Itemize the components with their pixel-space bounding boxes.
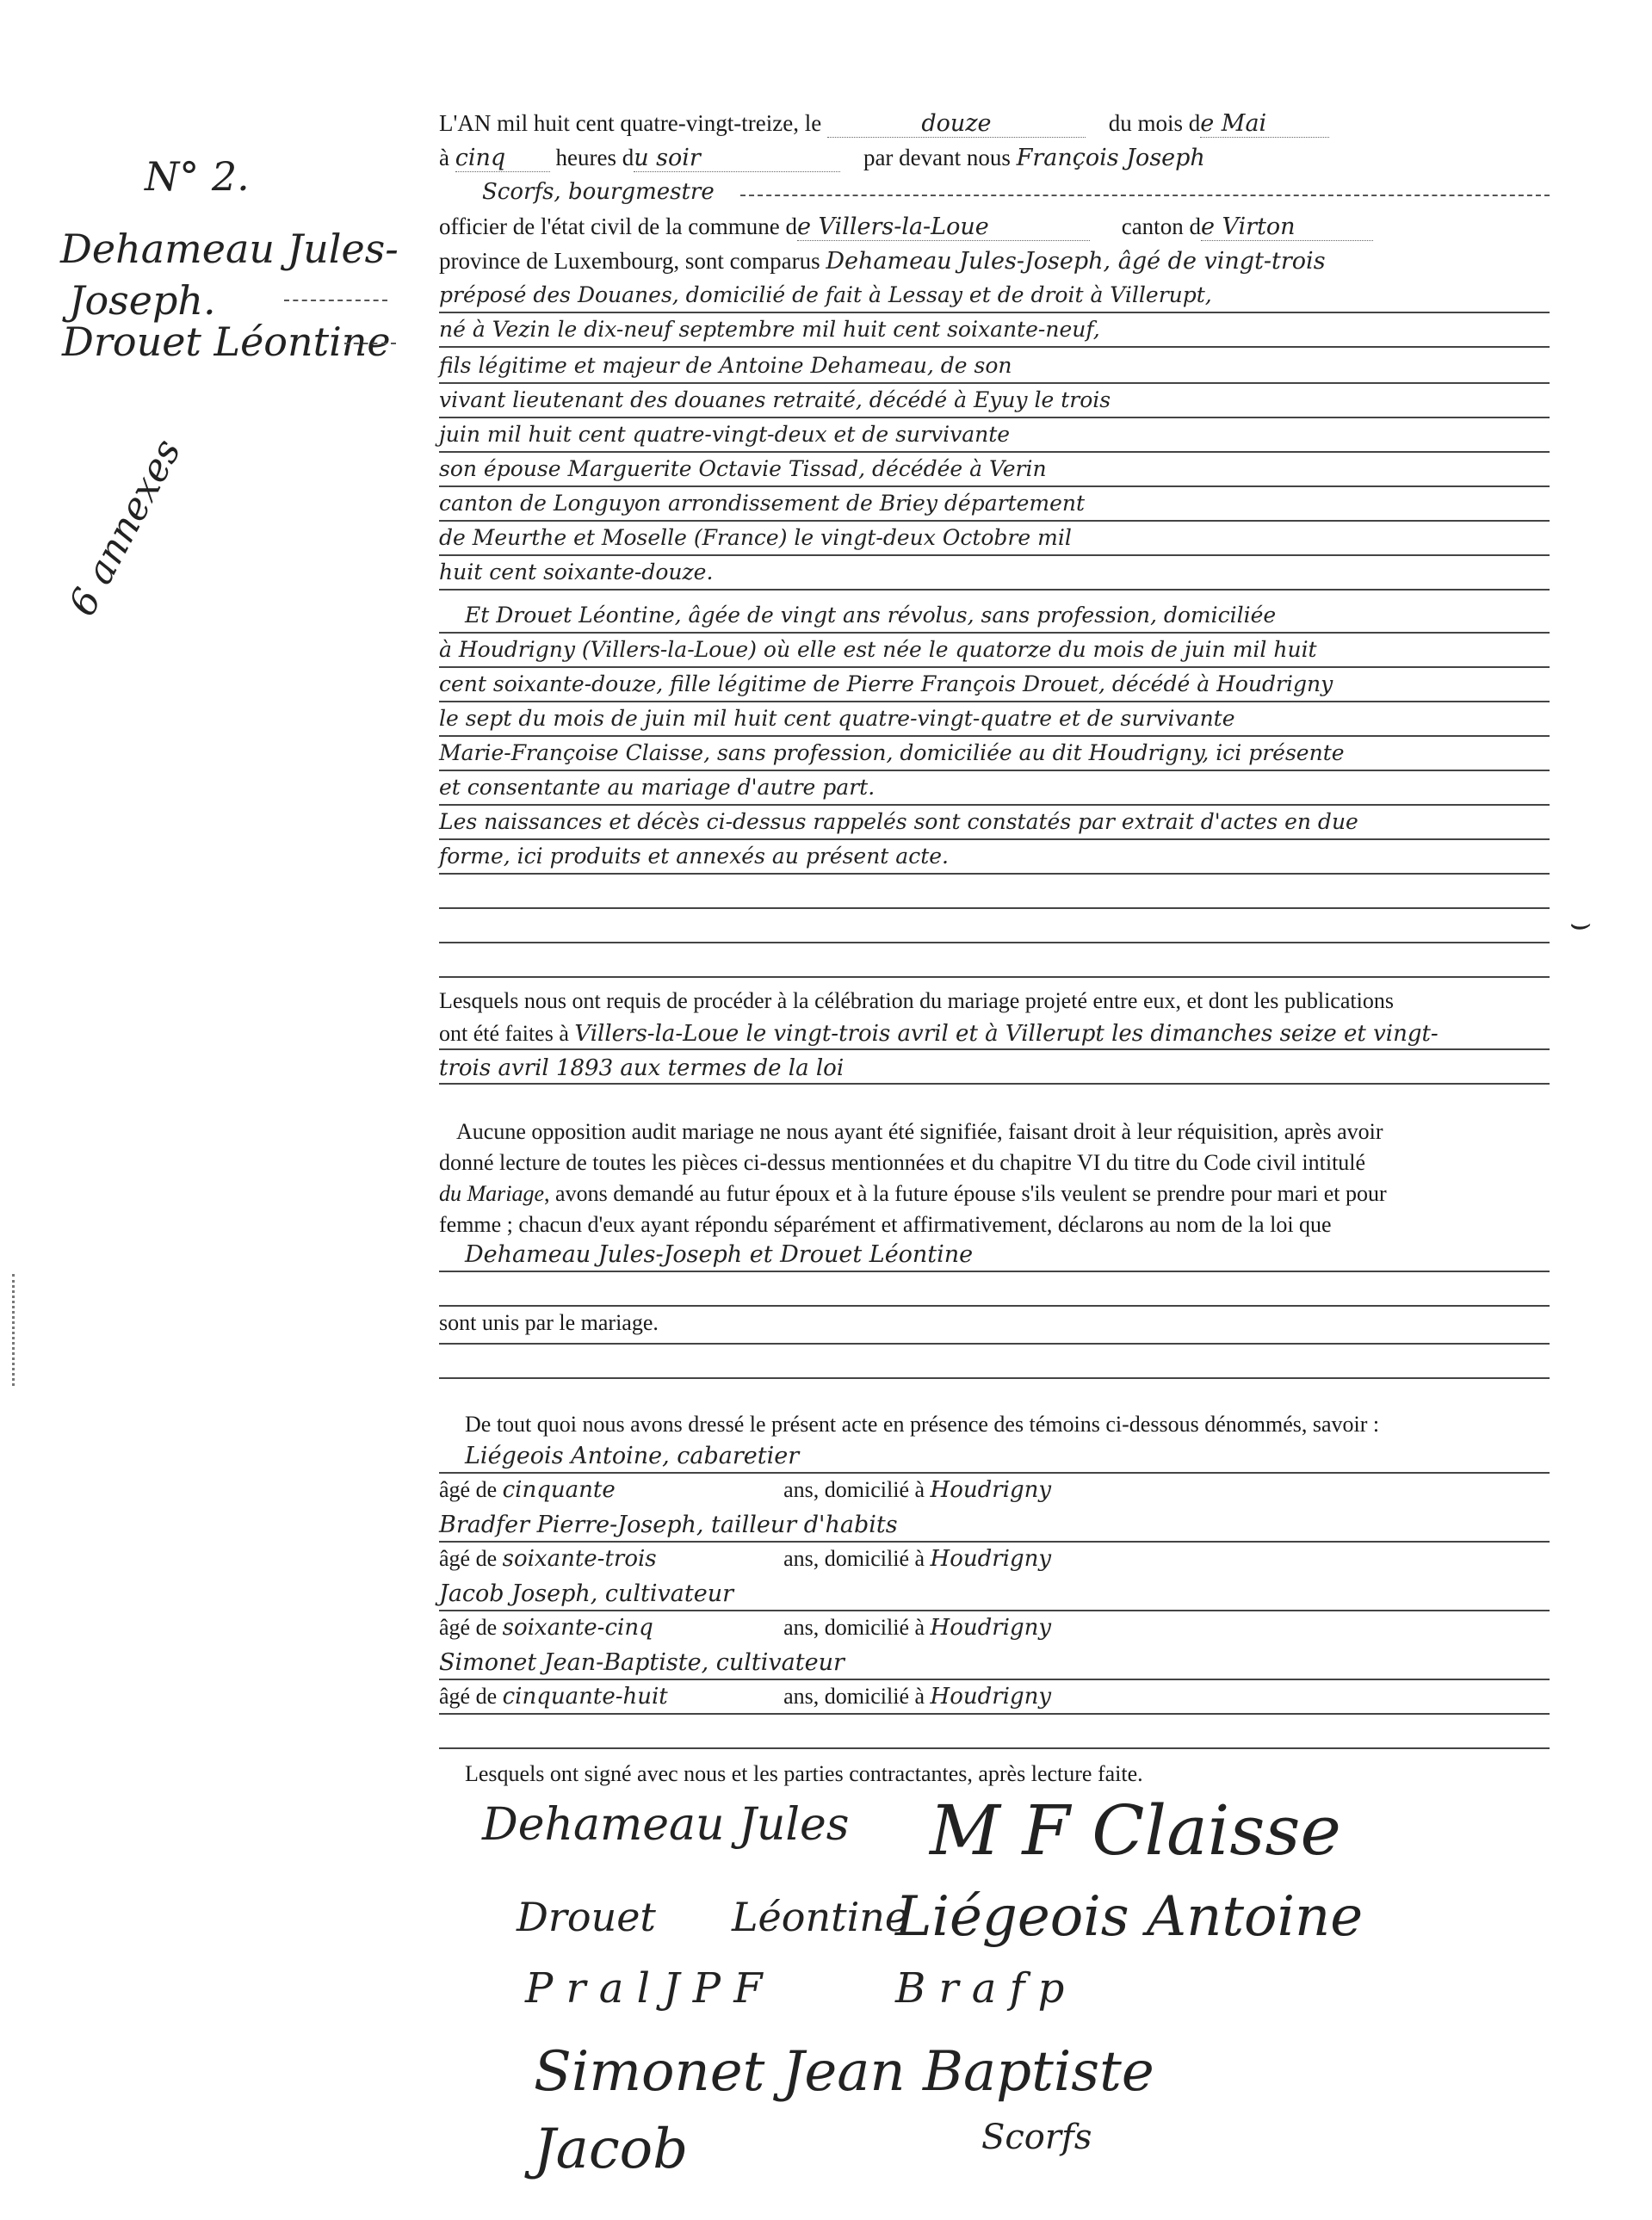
hand-officer-cont: Scorfs, bourgmestre (482, 179, 715, 205)
hand-hour: cinq (455, 145, 550, 172)
opposition-line-1: Aucune opposition audit mariage ne nous ayant été signifiée, faisant droit à leur réquisition, après avoir (456, 1119, 1383, 1144)
hand-spouses-names: Dehameau Jules-Joseph et Drouet Léontine (465, 1241, 974, 1268)
witnesses-intro: De tout quoi nous avons dressé le présent acte en présence des témoins ci-dessous dénommés, savoir : (465, 1412, 1380, 1437)
hand-officer-name: François Joseph (1016, 145, 1205, 171)
signature-drouet: Drouet (517, 1894, 656, 1940)
groom-line: de Meurthe et Moselle (France) le vingt-deux Octobre mil (439, 525, 1072, 550)
header-line-2 (439, 145, 1205, 172)
ruled-line (439, 554, 1550, 556)
opposition-line-4: femme ; chacun d'eux ayant répondu séparément et affirmativement, déclarons au nom de la loi que (439, 1212, 1332, 1237)
groom-line: né à Vezin le dix-neuf septembre mil huit cent soixante-neuf, (439, 317, 1100, 342)
witness-row (439, 1546, 1051, 1572)
bride-line: cent soixante-douze, fille légitime de Pierre François Drouet, décédé à Houdrigny (439, 671, 1333, 696)
printed-month-label: du mois d (1108, 110, 1201, 136)
margin-tick-mark: ⌣ (1567, 904, 1590, 943)
ruled-line (439, 735, 1550, 737)
ruled-line (439, 1472, 1550, 1474)
witness-age: soixante-cinq (502, 1615, 653, 1641)
printed-canton-label: canton d (1121, 213, 1201, 239)
ruled-line (439, 1343, 1550, 1345)
ruled-line (439, 382, 1550, 384)
ruled-line (439, 1713, 1550, 1715)
margin-dash (284, 300, 387, 301)
ruled-line (439, 417, 1550, 418)
header-line-5 (439, 248, 1326, 275)
witness-row (439, 1615, 1051, 1641)
signature-officer: Scorfs (981, 2118, 1092, 2157)
margin-groom-name-cont: Joseph. (69, 277, 216, 324)
ruled-line (439, 942, 1550, 943)
ruled-line (439, 1377, 1550, 1379)
ruled-line (439, 1305, 1550, 1307)
printed-years-label: ans, domicilié à (783, 1684, 925, 1709)
bride-line: Marie-Françoise Claisse, sans profession, domiciliée au dit Houdrigny, ici présente (439, 740, 1345, 765)
printed-publications-at: ont été faites à (439, 1021, 569, 1046)
printed-years-label: ans, domicilié à (783, 1546, 925, 1571)
hand-time-of-day: u soir (634, 145, 840, 172)
margin-record-number: N° 2. (145, 153, 250, 200)
header-line-1 (439, 110, 1329, 138)
printed-age-label: âgé de (439, 1546, 498, 1571)
margin-annexes-note: 6 annexes (60, 431, 190, 623)
ruled-line (439, 451, 1550, 453)
groom-line: canton de Longuyon arrondissement de Briey département (439, 491, 1086, 516)
bride-line: forme, ici produits et annexés au présent acte. (439, 844, 949, 869)
signature-jacob: Jacob (534, 2118, 689, 2181)
groom-line: vivant lieutenant des douanes retraité, décédé à Eyuy le trois (439, 387, 1111, 412)
groom-line: préposé des Douanes, domicilié de fait à Lessay et de droit à Villerupt, (439, 282, 1212, 307)
ruled-line (439, 520, 1550, 522)
bride-line: à Houdrigny (Villers-la-Loue) où elle est née le quatorze du mois de juin mil huit (439, 637, 1317, 662)
hand-day: douze (827, 110, 1086, 138)
printed-age-label: âgé de (439, 1684, 498, 1709)
printed-province: province de Luxembourg, sont comparus (439, 248, 820, 274)
groom-line: huit cent soixante-douze. (439, 560, 714, 584)
signature-bradfer-2: B r a f p (895, 1964, 1065, 2013)
ruled-line (439, 485, 1550, 487)
closing-statement: Lesquels ont signé avec nous et les parties contractantes, après lecture faite. (465, 1761, 1143, 1786)
ruled-line (439, 770, 1550, 771)
header-line-4 (439, 213, 1373, 241)
hand-groom-intro: Dehameau Jules-Joseph, âgé de vingt-trois (826, 248, 1326, 275)
witness-age: cinquante-huit (502, 1684, 668, 1710)
printed-before-us: par devant nous (863, 145, 1011, 170)
ruled-line (439, 976, 1550, 978)
ruled-line (439, 1048, 1550, 1050)
printed-opposition-rest: , avons demandé au futur époux et à la future épouse s'ils veulent se prendre pour mari et pour (544, 1181, 1387, 1206)
witness-row (439, 1477, 1051, 1503)
signature-bradfer-1: P r a l J P F (525, 1964, 763, 2013)
witness-age: cinquante (502, 1477, 616, 1503)
groom-line: fils légitime et majeur de Antoine Dehameau, de son (439, 353, 1012, 378)
printed-age-label: âgé de (439, 1477, 498, 1502)
ruled-line (439, 632, 1550, 634)
ruled-line (439, 907, 1550, 909)
margin-dash (344, 343, 396, 344)
publications-line-1: Lesquels nous ont requis de procéder à la célébration du mariage projeté entre eux, et dont les publications (439, 988, 1394, 1013)
hand-month: e Mai (1200, 110, 1329, 138)
ruled-line (439, 1083, 1550, 1085)
groom-line: juin mil huit cent quatre-vingt-deux et de survivante (439, 422, 1011, 447)
hand-publications-date: trois avril 1893 aux termes de la loi (439, 1055, 845, 1081)
signature-groom: Dehameau Jules (482, 1799, 850, 1851)
witness-age: soixante-trois (502, 1546, 657, 1572)
dotted-line (740, 195, 1550, 196)
ruled-line (439, 1271, 1550, 1272)
ruled-line (439, 804, 1550, 806)
ruled-line (439, 873, 1550, 875)
printed-years-label: ans, domicilié à (783, 1477, 925, 1502)
witness-place: Houdrigny (930, 1546, 1052, 1572)
signature-simonet: Simonet Jean Baptiste (534, 2040, 1154, 2104)
signature-claisse: M F Claisse (930, 1790, 1341, 1871)
hand-publications-places: Villers-la-Loue le vingt-trois avril et à Villerupt les dimanches seize et vingt- (574, 1021, 1439, 1047)
hand-canton: e Virton (1201, 213, 1373, 241)
margin-groom-name: Dehameau Jules- (60, 226, 399, 272)
scan-edge-mark (12, 1274, 18, 1386)
witness-name: Liégeois Antoine, cabaretier (465, 1443, 800, 1469)
bride-line: Et Drouet Léontine, âgée de vingt ans révolus, sans profession, domiciliée (465, 603, 1277, 628)
printed-united: sont unis par le mariage. (439, 1310, 659, 1335)
ruled-line (439, 589, 1550, 591)
printed-at: à (439, 145, 449, 170)
ruled-line (439, 701, 1550, 702)
signature-leontine: Léontine (732, 1894, 909, 1940)
hand-commune: e Villers-la-Loue (797, 213, 1090, 241)
ruled-line (439, 838, 1550, 840)
witness-name: Simonet Jean-Baptiste, cultivateur (439, 1649, 845, 1676)
opposition-line-3 (439, 1181, 1387, 1207)
margin-bride-name: Drouet Léontine (62, 318, 391, 365)
bride-line: et consentante au mariage d'autre part. (439, 775, 875, 800)
witness-place: Houdrigny (930, 1615, 1052, 1641)
witness-row (439, 1684, 1051, 1710)
ruled-line (439, 1679, 1550, 1680)
bride-line: le sept du mois de juin mil huit cent quatre-vingt-quatre et de survivante (439, 706, 1235, 731)
printed-age-label: âgé de (439, 1615, 498, 1640)
groom-line: son épouse Marguerite Octavie Tissad, décédée à Verin (439, 456, 1047, 481)
ruled-line (439, 1747, 1550, 1749)
witness-place: Houdrigny (930, 1684, 1052, 1710)
printed-du-mariage: du Mariage (439, 1181, 545, 1206)
publications-line-2 (439, 1021, 1439, 1047)
witness-name: Bradfer Pierre-Joseph, tailleur d'habits (439, 1512, 898, 1538)
bride-line: Les naissances et décès ci-dessus rappelés sont constatés par extrait d'actes en due (439, 809, 1358, 834)
witness-name: Jacob Joseph, cultivateur (439, 1580, 734, 1607)
ruled-line (439, 1541, 1550, 1543)
ruled-line (439, 346, 1550, 348)
witness-place: Houdrigny (930, 1477, 1052, 1503)
printed-hours: heures d (555, 145, 634, 170)
ruled-line (439, 666, 1550, 668)
printed-officer-label: officier de l'état civil de la commune d (439, 213, 797, 239)
opposition-line-2: donné lecture de toutes les pièces ci-dessus mentionnées et du chapitre VI du titre du Code civil intitulé (439, 1150, 1366, 1175)
printed-year: L'AN mil huit cent quatre-vingt-treize, le (439, 110, 822, 136)
signature-liegeois: Liégeois Antoine (895, 1885, 1364, 1949)
ruled-line (439, 1610, 1550, 1611)
printed-years-label: ans, domicilié à (783, 1615, 925, 1640)
ruled-line (439, 312, 1550, 313)
